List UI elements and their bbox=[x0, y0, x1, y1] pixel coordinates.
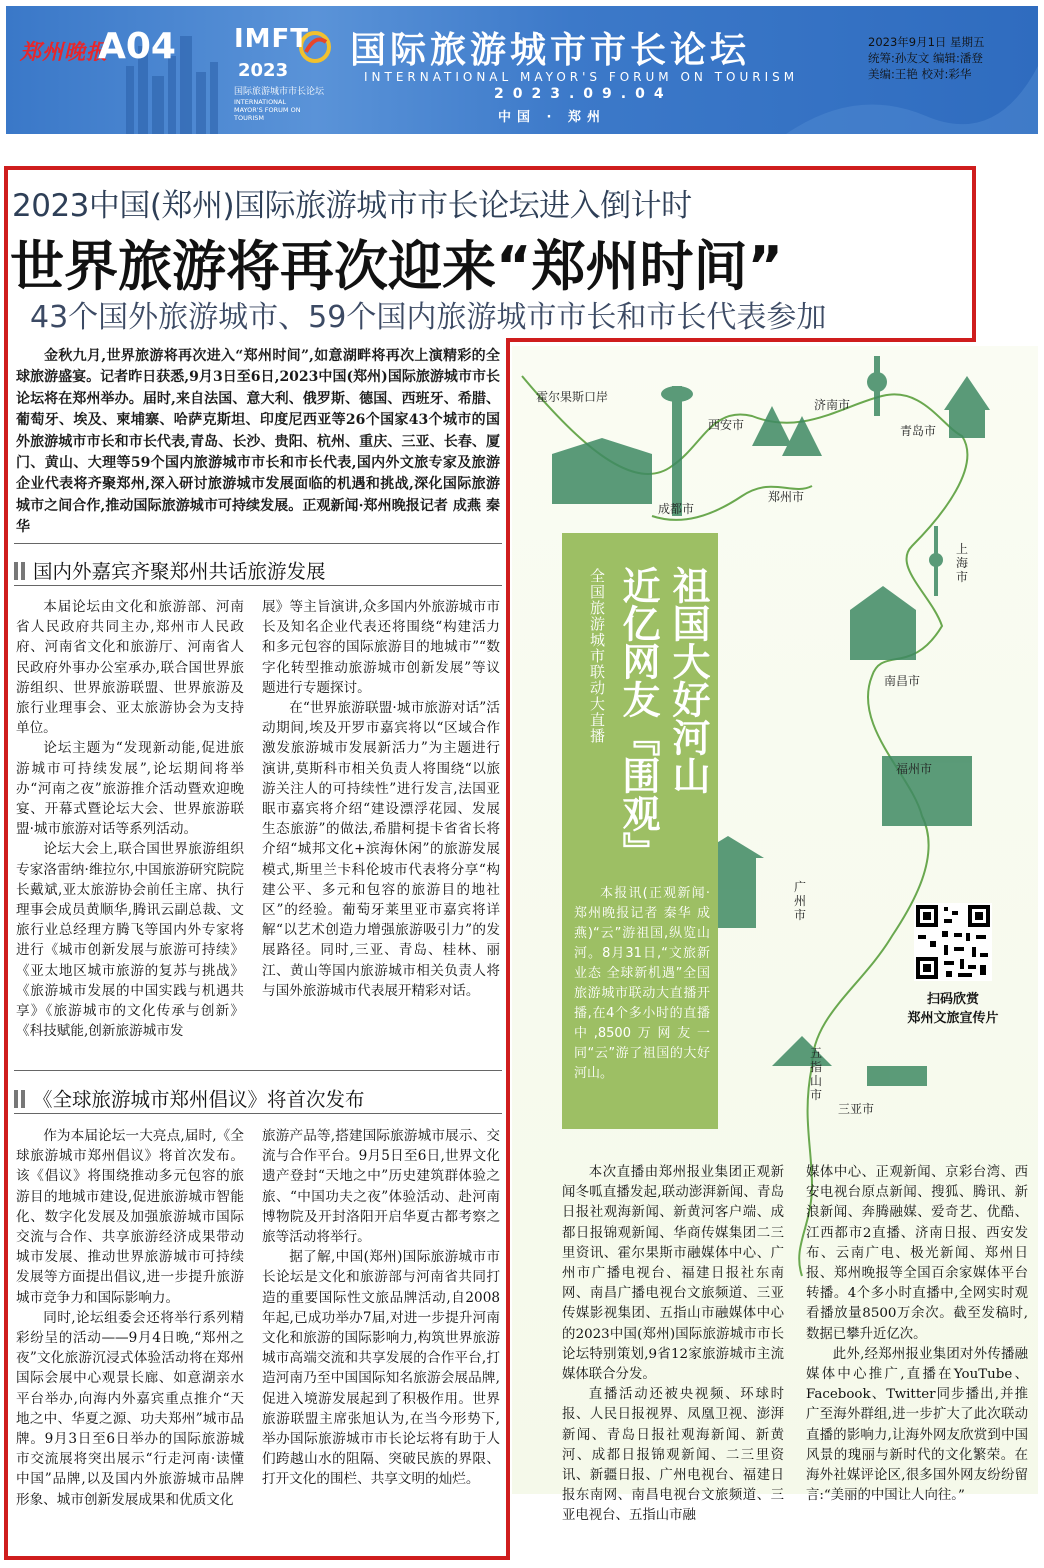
body-paragraph: 论坛大会上,联合国世界旅游组织专家洛雷纳·维拉尔,中国旅游研究院院长戴斌,亚太旅游协会前任主席、执行理事会成员黄顺华,腾讯云副总裁、文旅行业总经理方腾飞等国内外专家将进行《城市创新发展与旅游可持续》《亚太地区城市旅游的复苏与挑战》《旅游城市发展的中国实践与机遇共享》《旅游城市的文化传承与创新》《科技赋能,创新旅游城市发 bbox=[16, 841, 244, 1040]
forum-logo bbox=[234, 24, 334, 128]
issue-credits bbox=[868, 34, 985, 82]
logo-english-name: INTERNATIONAL MAYOR'S FORUM ON TOURISM bbox=[234, 98, 301, 122]
section-heading-1-text: 国内外嘉宾齐聚郑州共话旅游发展 bbox=[33, 560, 326, 583]
forum-date: 2023.09.04 bbox=[494, 86, 673, 102]
body-paragraph: 此外,经郑州报业集团对外传播融媒体中心推广,直播在YouTube、Facebook、Twitter同步播出,并推广至海外群组,进一步扩大了此次联动直播的影响力,让海外网友欣赏到中国风景的瑰丽与新时代的文化繁荣。在海外社媒评论区,很多国外网友纷纷留言:“美丽的中国让人向往。” bbox=[806, 1346, 1028, 1504]
body-paragraph: 在“世界旅游联盟·城市旅游对话”活动期间,埃及开罗市嘉宾将以“区域合作激发旅游城市发展新活力”为主题进行演讲,莫斯科市相关负责人将围绕“以旅游关注人的可持续性”进行发言,法国亚眠市嘉宾将介绍“建设漂浮花园、发展生态旅游”的做法,希腊柯提卡省省长将介绍“城邦文化+滨海休闲”的旅游发展模式,斯里兰卡科伦坡市代表将分享“构建公平、多元和包容的旅游目的地社区”的经验。葡萄牙莱里亚市嘉宾将详解“以艺术创造力增强旅游吸引力”的发展路径。同时,三亚、青岛、桂林、丽江、黄山等国内旅游城市相关负责人将与国外旅游城市代表展开精彩对话。 bbox=[262, 700, 500, 999]
main-headline: 世界旅游将再次迎来“郑州时间” bbox=[10, 235, 783, 298]
divider bbox=[14, 1070, 502, 1071]
body-paragraph: 同时,论坛组委会还将举行系列精彩纷呈的活动——9月4日晚,“郑州之夜”文化旅游沉浸式体验活动将在郑州国际会展中心观景长廊、如意湖亲水平台举办,向海内外嘉宾重点推介“天地之中、华夏之源、功夫郑州”城市品牌。9月3日至6日举办的国际旅游城市交流展将突出展示“行走河南·读懂中国”品牌,以及国内外旅游城市品牌形象、城市创新发展成果和优质文化 bbox=[16, 1309, 244, 1508]
banner-subtitle: 全国旅游城市联动大直播 bbox=[588, 568, 606, 744]
subheadline: 43个国外旅游城市、59个国内旅游城市市长和市长代表参加 bbox=[30, 300, 827, 335]
logo-year: 2023 bbox=[238, 60, 289, 81]
city-label: 上海市 bbox=[956, 542, 969, 584]
headline-kicker: 2023中国(郑州)国际旅游城市市长论坛进入倒计时 bbox=[12, 188, 692, 224]
city-label: 郑州市 bbox=[768, 490, 805, 504]
forum-title: 国际旅游城市市长论坛 bbox=[350, 30, 751, 71]
city-label: 西安市 bbox=[708, 418, 745, 432]
city-label: 福州市 bbox=[896, 762, 933, 776]
logo-abbreviation: IMFT bbox=[234, 24, 310, 54]
body-paragraph: 据了解,中国(郑州)国际旅游城市市长论坛是文化和旅游部与河南省共同打造的重要国际性文旅品牌活动,自2008年起,已成功举办7届,对进一步提升河南文化和旅游的国际影响力,构筑世界旅游城市高端交流和共享发展的合作平台,打造河南乃至中国国际知名旅游会展品牌,促进入境游发展起到了积极作用。世界旅游联盟主席张旭认为,在当今形势下,举办国际旅游城市市长论坛将有助于人们跨越山水的阻隔、突破民族的界限、打开文化的围栏、共享文明的灿烂。 bbox=[262, 1249, 500, 1488]
banner-title-a: 祖国大好河山 bbox=[666, 566, 710, 794]
city-label: 三亚市 bbox=[838, 1102, 875, 1116]
section2-column-1 bbox=[16, 1126, 244, 1510]
credits-line-1: 统筹:孙友文 编辑:潘登 bbox=[868, 51, 983, 65]
divider bbox=[14, 543, 502, 544]
section1-column-1 bbox=[16, 597, 244, 1041]
qr-code-pattern bbox=[914, 903, 992, 981]
divider bbox=[14, 1113, 502, 1114]
body-paragraph: 论坛主题为“发现新动能,促进旅游城市可持续发展”,论坛期间将举办“河南之夜”旅游推介活动暨欢迎晚宴、开幕式暨论坛大会、世界旅游联盟·城市旅游对话等系列活动。 bbox=[16, 740, 244, 838]
body-paragraph: 作为本届论坛一大亮点,届时,《全球旅游城市郑州倡议》将首次发布。该《倡议》将围绕推动多元包容的旅游目的地城市建设,促进旅游城市智能化、数字化发展及加强旅游城市国际交流与合作、共享旅游经济成果带动城市发展、推动世界旅游城市可持续发展等方面提出倡议,进一步提升旅游城市竞争力和国际影响力。 bbox=[16, 1128, 244, 1306]
banner-news-text: 本报讯(正观新闻·郑州晚报记者 秦华 成燕)“云”游祖国,纵览山河。8月31日,“文旅新业态 全球新机遇”全国旅游城市联动大直播开播,在4个多小时的直播中,8500万网友一同“云”游了祖国的大好河山。 bbox=[574, 886, 710, 1081]
logo-chinese-name: 国际旅游城市市长论坛 bbox=[234, 87, 325, 97]
city-label: 南昌市 bbox=[884, 674, 921, 688]
section-heading-1 bbox=[14, 556, 326, 584]
qr-caption-line-2: 郑州文旅宣传片 bbox=[907, 1011, 999, 1026]
section2-column-2 bbox=[262, 1126, 500, 1490]
qr-code-icon[interactable] bbox=[914, 903, 992, 981]
masthead-banner bbox=[6, 6, 1038, 134]
forum-english-title: INTERNATIONAL MAYOR'S FORUM ON TOURISM bbox=[364, 70, 799, 84]
divider bbox=[14, 585, 502, 586]
body-paragraph: 直播活动还被央视频、环球时报、人民日报视界、凤凰卫视、澎湃新闻、青岛日报社观海新闻、新黄河、成都日报锦观新闻、二三里资讯、新疆日报、广州电视台、福建日报东南网、南昌电视台文旅频道、三亚电视台、五指山市融 bbox=[562, 1387, 784, 1524]
credits-line-2: 美编:王艳 校对:彩华 bbox=[868, 67, 972, 81]
banner-title-b: 近亿网友『围观』 bbox=[616, 566, 660, 870]
lead-paragraph: 金秋九月,世界旅游将再次进入“郑州时间”,如意湖畔将再次上演精彩的全球旅游盛宴。记者昨日获悉,9月3日至6日,2023中国(郑州)国际旅游城市市长论坛将在郑州举办。届时,来自法国、意大利、俄罗斯、德国、西班牙、希腊、葡萄牙、埃及、柬埔寨、哈萨克斯坦、印度尼西亚等26个国家43个城市的国外旅游城市市长和市长代表,青岛、长沙、贵阳、杭州、重庆、三亚、长春、厦门、黄山、大理等59个国内旅游城市市长和市长代表,国内外文旅专家及旅游企业代表将齐聚郑州,深入研讨旅游城市发展面临的机遇和挑战,深化国际旅游城市之间合作,推动国际旅游城市可持续发展。正观新闻·郑州晚报记者 成燕 秦华 bbox=[16, 348, 500, 536]
section1-column-2 bbox=[262, 597, 500, 1001]
body-paragraph: 旅游产品等,搭建国际旅游城市展示、交流与合作平台。9月5日至6日,世界文化遗产登封“天地之中”历史建筑群体验之旅、“中国功夫之夜”体验活动、赴河南博物院及开封洛阳开启华夏古都考察之旅等活动将举行。 bbox=[262, 1128, 500, 1246]
city-label: 成都市 bbox=[658, 502, 695, 516]
city-label: 济南市 bbox=[814, 398, 851, 412]
section-heading-2-text: 《全球旅游城市郑州倡议》将首次发布 bbox=[33, 1088, 365, 1111]
city-label: 青岛市 bbox=[900, 424, 937, 438]
body-paragraph: 本次直播由郑州报业集团正观新闻冬呱直播发起,联动澎湃新闻、青岛日报社观海新闻、新黄河客户端、成都日报锦观新闻、华商传媒集团二三里资讯、霍尔果斯市融媒体中心、广州市广播电视台、福建日报社东南网、南昌广播电视台文旅频道、三亚传媒影视集团、五指山市融媒体中心的2023中国(郑州)国际旅游城市市长论坛特别策划,9省12家旅游城市主流媒体联合分发。 bbox=[562, 1165, 784, 1383]
lead-paragraph-block bbox=[16, 346, 500, 539]
live-story-column-1 bbox=[562, 1163, 784, 1527]
city-label: 霍尔果斯口岸 bbox=[536, 390, 609, 404]
live-story-column-2 bbox=[806, 1163, 1028, 1506]
city-label: 广州市 bbox=[794, 880, 807, 922]
qr-caption-line-1: 扫码欣赏 bbox=[926, 992, 979, 1007]
section-heading-2 bbox=[14, 1084, 365, 1112]
qr-caption bbox=[888, 990, 1018, 1028]
page-number: A04 bbox=[98, 26, 176, 67]
body-paragraph: 媒体中心、正观新闻、京彩台湾、西安电视台原点新闻、搜狐、腾讯、新浪新闻、奔腾融媒、爱奇艺、优酷、江西都市2直播、济南日报、西安发布、云南广电、极光新闻、郑州日报、郑州晚报等全国百余家媒体平台转播。4个多小时直播中,全网实时观看播放量8500万余次。截至发稿时,数据已攀升近亿次。 bbox=[806, 1165, 1028, 1342]
body-paragraph: 本届论坛由文化和旅游部、河南省人民政府共同主办,郑州市人民政府、河南省文化和旅游厅、河南省人民政府外事办公室承办,联合国世界旅游组织、世界旅游联盟、世界旅游及旅行业理事会、亚太旅游协会为支持单位。 bbox=[16, 599, 244, 737]
body-paragraph: 展》等主旨演讲,众多国内外旅游城市市长及知名企业代表还将围绕“构建活力和多元包容的国际旅游目的地城市”“数字化转型推动旅游城市创新发展”等议题进行专题探讨。 bbox=[262, 599, 500, 696]
city-label: 五指山市 bbox=[810, 1046, 823, 1102]
newspaper-name: 郑州晚报 bbox=[20, 39, 108, 64]
issue-date: 2023年9月1日 星期五 bbox=[868, 35, 985, 49]
forum-location: 中国 · 郑州 bbox=[498, 110, 606, 125]
